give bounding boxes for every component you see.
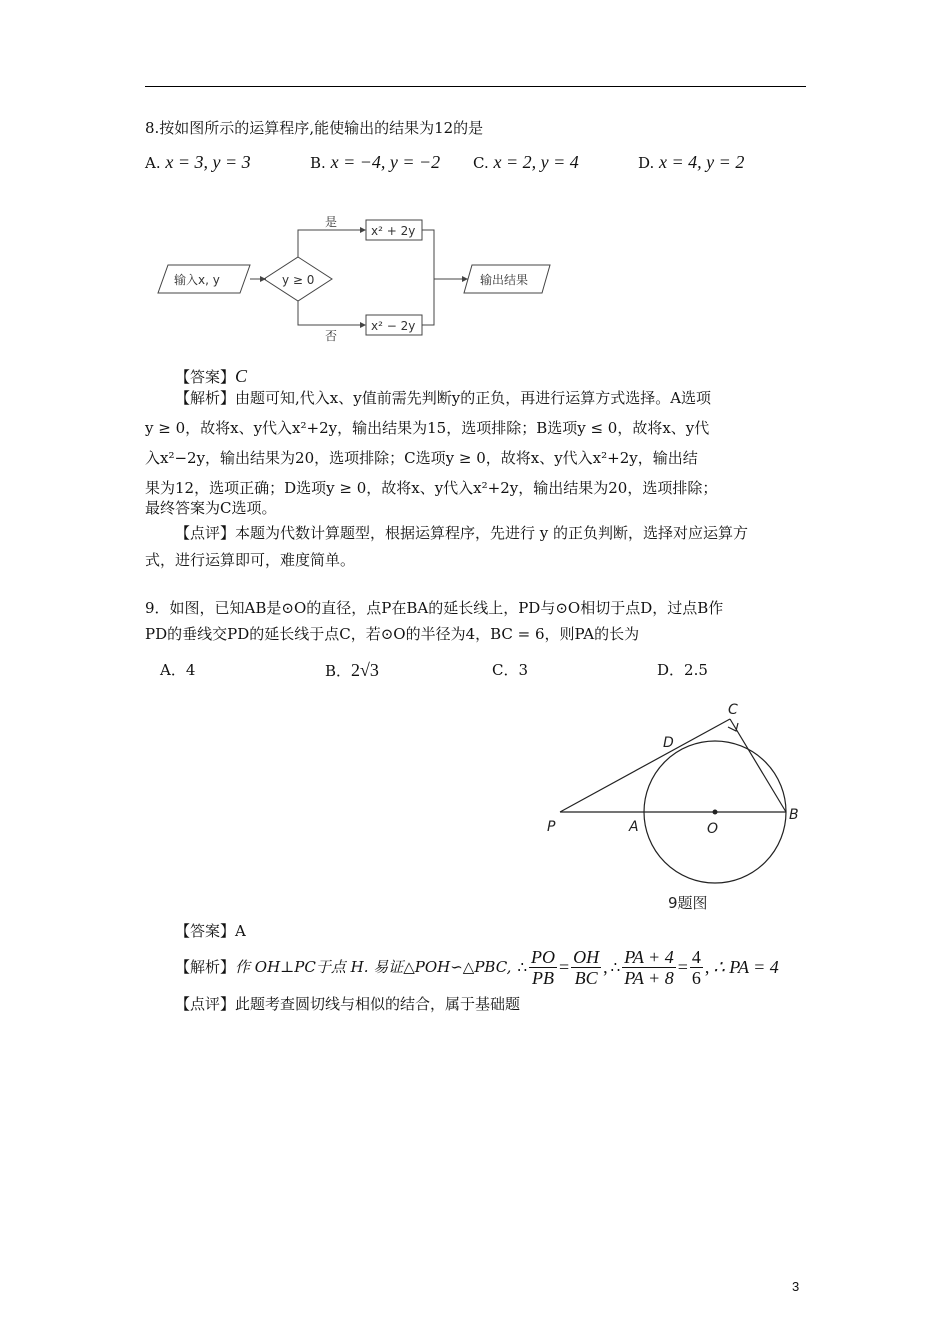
q9-figure [535,695,810,915]
q9-answer: 【答案】A [175,922,246,940]
point-p-label: P [547,819,556,835]
flow-no-label: 否 [325,329,338,343]
q9-option-c: C．3 [492,661,529,679]
center-dot [713,810,718,815]
q9-option-b: B．2√3 [325,660,379,680]
q9-stem-line-2: PD的垂线交PD的延长线于点C，若⊙O的半径为4，BC = 6，则PA的长为 [145,625,640,643]
q8-analysis-line-1: 【解析】由题可知,代入x、y值前需先判断y的正负，再进行运算方式选择。A选项 [175,389,712,407]
q8-comment-line-2: 式，进行运算即可，难度简单。 [145,551,356,569]
flow-merge-line [422,230,434,325]
flow-condition-text: y ≥ 0 [282,273,315,287]
flow-no-line [298,301,364,325]
flow-input-text: 输入x, y [174,273,220,287]
frac-po-pb: $\frac{PO}{PB}$ [531,946,555,988]
q8-flowchart [150,205,570,355]
point-d-label: D [663,735,674,751]
flow-top-formula: x² + 2y [371,224,416,238]
frac-oh-bc: $\frac{OH}{BC}$ [573,946,600,988]
flow-yes-label: 是 [325,215,338,229]
point-o-label: O [707,821,719,837]
frac-4-6: $\frac{4}{6}$ [691,946,701,988]
flow-output-text: 输出结果 [480,273,529,287]
q8-option-b: B. x = −4, y = −2 [310,152,441,172]
frac-pa-expr: $\frac{PA + 4}{PA + 8}$ [624,946,674,988]
figure-caption: 9题图 [668,894,708,912]
point-a-label: A [629,819,639,835]
q8-analysis-line-5: 最终答案为C选项。 [145,499,277,517]
q8-stem: 8.按如图所示的运算程序,能使输出的结果为12的是 [145,119,484,137]
q8-option-d: D. x = 4, y = 2 [638,152,745,172]
line-cb [730,719,786,812]
q8-answer: 【答案】C [175,366,248,386]
q8-option-a: A. x = 3, y = 3 [145,152,251,172]
q9-comment: 【点评】此题考查圆切线与相似的结合，属于基础题 [175,995,521,1013]
q9-option-a: A．4 [160,661,196,679]
page-number: 3 [792,1279,800,1294]
q8-analysis-line-4: 果为12，选项正确；D选项y ≥ 0，故将x、y代入x²+2y，输出结果为20，选项排除； [145,479,718,497]
q9-stem-line-1: 9．如图，已知AB是⊙O的直径，点P在BA的延长线上，PD与⊙O相切于点D，过点B作 [145,599,724,617]
point-c-label: C [728,702,738,718]
flow-bottom-formula: x² − 2y [371,319,416,333]
q8-analysis-line-3: 入x²−2y，输出结果为20，选项排除；C选项y ≥ 0，故将x、y代入x²+2y，输出结 [145,449,698,467]
q8-comment-line-1: 【点评】本题为代数计算题型，根据运算程序，先进行 y 的正负判断，选择对应运算方 [175,524,749,542]
q9-analysis: 【解析】 作 OH⊥PC于点 H. 易证△POH∽△PBC, ∴ $\frac{PO}{PB}$ = $\frac{OH}{BC}$ , ∴ $\frac{PA + 4}{PA + 8}$ = $\frac{4}{6}$ , ∴ PA = 4 [175,946,779,988]
header-rule [145,86,806,87]
q8-analysis-line-2: y ≥ 0，故将x、y代入x²+2y，输出结果为15，选项排除；B选项y ≤ 0，故将x、y代 [145,419,710,437]
q8-option-c: C. x = 2, y = 4 [473,152,579,172]
q9-option-d: D．2.5 [657,661,708,679]
flow-yes-line [298,230,364,257]
point-b-label: B [789,807,799,823]
